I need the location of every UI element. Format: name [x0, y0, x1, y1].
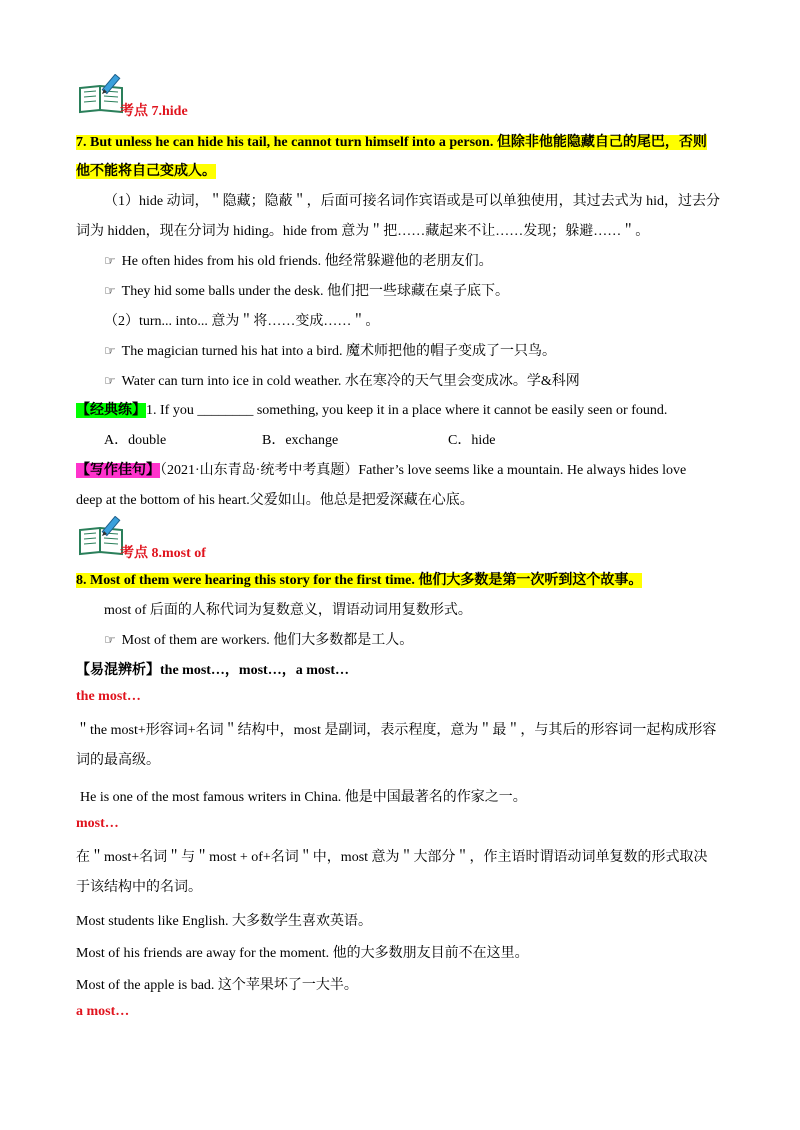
writing-line2: deep at the bottom of his heart.父爱如山。他总是把爱深藏在心底。: [76, 493, 474, 508]
pointing-hand-icon: ☞: [104, 254, 116, 269]
most-heading: most…: [76, 816, 119, 831]
the-most-example: He is one of the most famous writers in China. 他是中国最著名的作家之一。: [80, 790, 527, 805]
section-8-title: 8. Most of them were hearing this story for the first time. 他们大多数是第一次听到这个故事。: [76, 573, 643, 588]
section-7-para1-line2: 词为 hidden，现在分词为 hiding。hide from 意为＂把……藏起来不让……发现；躲避……＂。: [76, 224, 650, 239]
section-8-note: most of 后面的人称代词为复数意义，谓语动词用复数形式。: [104, 603, 472, 618]
section-7-para1-line1: （1）hide 动词，＂隐藏；隐蔽＂，后面可接名词作宾语或是可以单独使用，其过去式为 hid，过去分: [104, 194, 720, 209]
section-7-para2: （2）turn... into... 意为＂将……变成……＂。: [104, 314, 380, 329]
most-line1: 在＂most+名词＂与＂most + of+名词＂中，most 意为＂大部分＂，作主语时谓语动词单复数的形式取决: [76, 850, 708, 865]
pointing-hand-icon: ☞: [104, 633, 116, 648]
example-sentence: ☞ Water can turn into ice in cold weather. 水在寒冷的天气里会变成冰。学&科网: [104, 374, 580, 389]
most-example-1: Most students like English. 大多数学生喜欢英语。: [76, 914, 372, 929]
example-sentence: ☞ The magician turned his hat into a bird. 魔术师把他的帽子变成了一只鸟。: [104, 344, 556, 359]
option-c: C．hide: [448, 433, 496, 448]
confuse-title: 【易混辨析】the most…，most…，a most…: [76, 663, 349, 678]
option-a: A．double: [104, 433, 167, 448]
a-most-heading: a most…: [76, 1004, 130, 1019]
pointing-hand-icon: ☞: [104, 344, 116, 359]
the-most-heading: the most…: [76, 689, 141, 704]
section-7-heading: 考点 7.hide: [120, 104, 188, 119]
section-7-title-line1: 7. But unless he can hide his tail, he cannot turn himself into a person. 但除非他能隐藏自己的尾巴，否则: [76, 135, 707, 150]
book-pencil-icon: [78, 516, 124, 556]
writing-line1: 【写作佳句】（2021·山东青岛·统考中考真题）Father’s love seems like a mountain. He always hides love: [76, 463, 687, 478]
most-example-2: Most of his friends are away for the moment. 他的大多数朋友目前不在这里。: [76, 946, 529, 961]
pointing-hand-icon: ☞: [104, 374, 116, 389]
most-line2: 于该结构中的名词。: [76, 880, 202, 895]
section-8-heading: 考点 8.most of: [120, 546, 206, 561]
pointing-hand-icon: ☞: [104, 284, 116, 299]
example-sentence: ☞ He often hides from his old friends. 他经常躲避他的老朋友们。: [104, 254, 493, 269]
example-sentence: ☞ They hid some balls under the desk. 他们把一些球藏在桌子底下。: [104, 284, 509, 299]
practice-tag: 【经典练】: [76, 403, 146, 418]
example-sentence: ☞ Most of them are workers. 他们大多数都是工人。: [104, 633, 414, 648]
book-pencil-icon: [78, 74, 124, 114]
most-example-3: Most of the apple is bad. 这个苹果坏了一大半。: [76, 978, 358, 993]
the-most-line2: 词的最高级。: [76, 753, 160, 768]
writing-tag: 【写作佳句】: [76, 463, 160, 478]
section-7-title-line2: 他不能将自己变成人。: [76, 164, 216, 179]
option-b: B．exchange: [262, 433, 339, 448]
the-most-line1: ＂the most+形容词+名词＂结构中，most 是副词，表示程度，意为＂最＂，与其后的形容词一起构成形容: [76, 723, 717, 738]
practice-question: 【经典练】1. If you ________ something, you keep it in a place where it cannot be easily seen or found.: [76, 403, 668, 418]
